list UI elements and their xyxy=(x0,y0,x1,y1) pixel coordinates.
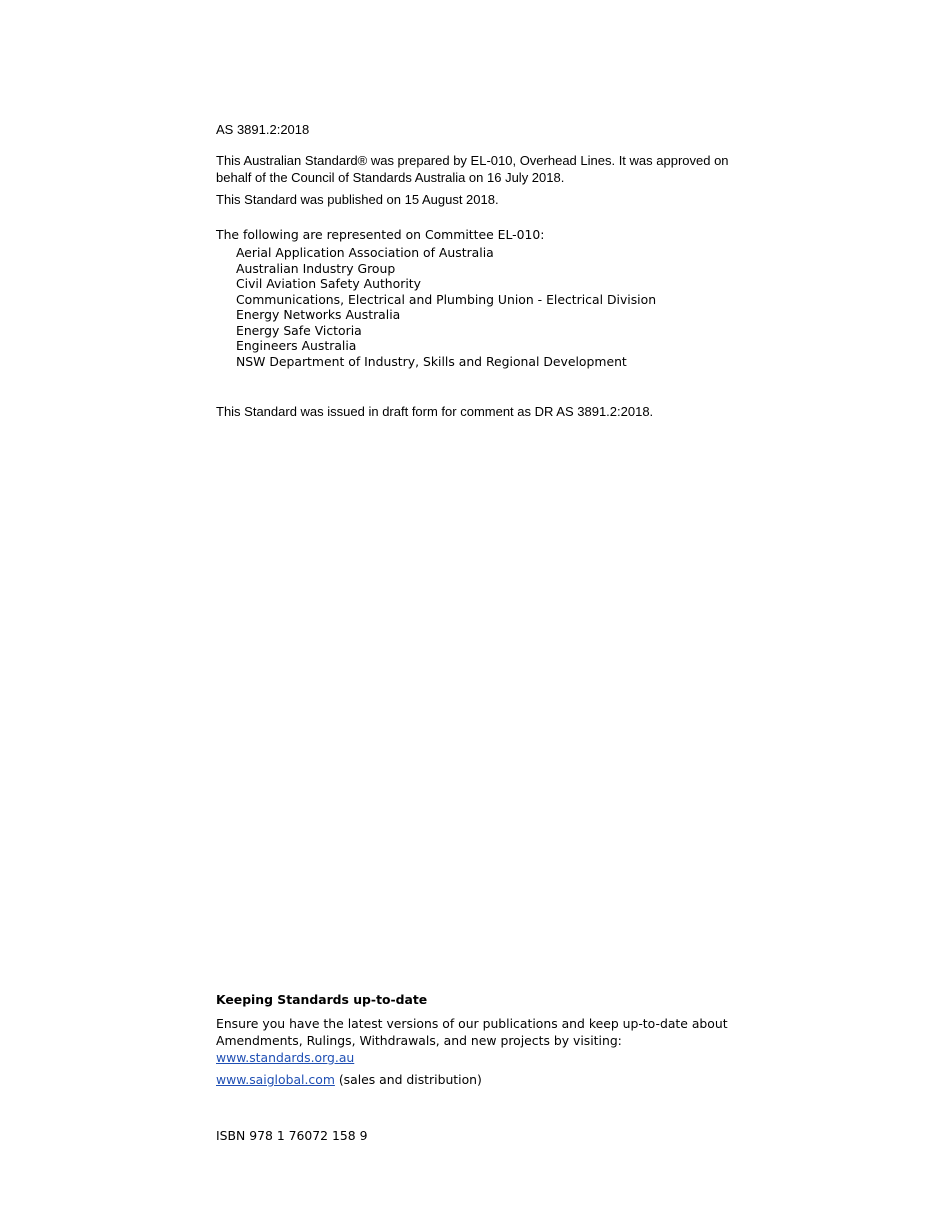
approval-statement xyxy=(216,152,729,186)
isbn-number: ISBN 978 1 76072 158 9 xyxy=(216,1128,368,1143)
committee-member: Civil Aviation Safety Authority xyxy=(236,276,421,291)
committee-member: Energy Networks Australia xyxy=(236,307,401,322)
committee-member: Australian Industry Group xyxy=(236,260,396,276)
standards-website-link[interactable]: www.standards.org.au xyxy=(216,1050,355,1065)
committee-member: Engineers Australia xyxy=(236,338,357,353)
keeping-up-to-date-text xyxy=(216,1015,728,1049)
committee-member: Aerial Application Association of Australia xyxy=(236,245,494,260)
committee-member: Communications, Electrical and Plumbing Union - Electrical Division xyxy=(236,291,657,307)
keeping-text-line-2: Amendments, Rulings, Withdrawals, and new projects by visiting: xyxy=(216,1033,622,1048)
published-statement: This Standard was published on 15 August 2018. xyxy=(216,192,499,207)
standard-id: AS 3891.2:2018 xyxy=(216,122,310,137)
approval-line-1: This Australian Standard® was prepared by EL-010, Overhead Lines. It was approved on xyxy=(216,153,729,168)
committee-member: NSW Department of Industry, Skills and Regional Development xyxy=(236,353,627,369)
draft-note: This Standard was issued in draft form for comment as DR AS 3891.2:2018. xyxy=(216,404,654,419)
committee-member-list xyxy=(236,245,656,369)
committee-member: Energy Safe Victoria xyxy=(236,322,362,338)
committee-intro: The following are represented on Committee EL-010: xyxy=(216,227,545,242)
saiglobal-link-suffix: (sales and distribution) xyxy=(334,1072,482,1087)
approval-line-2: behalf of the Council of Standards Australia on 16 July 2018. xyxy=(216,170,565,185)
keeping-text-line-1: Ensure you have the latest versions of our publications and keep up-to-date about xyxy=(216,1016,728,1031)
keeping-up-to-date-heading: Keeping Standards up-to-date xyxy=(216,992,428,1007)
saiglobal-link-row xyxy=(216,1072,482,1087)
standards-link-row xyxy=(216,1050,354,1065)
saiglobal-website-link[interactable]: www.saiglobal.com xyxy=(216,1072,335,1087)
